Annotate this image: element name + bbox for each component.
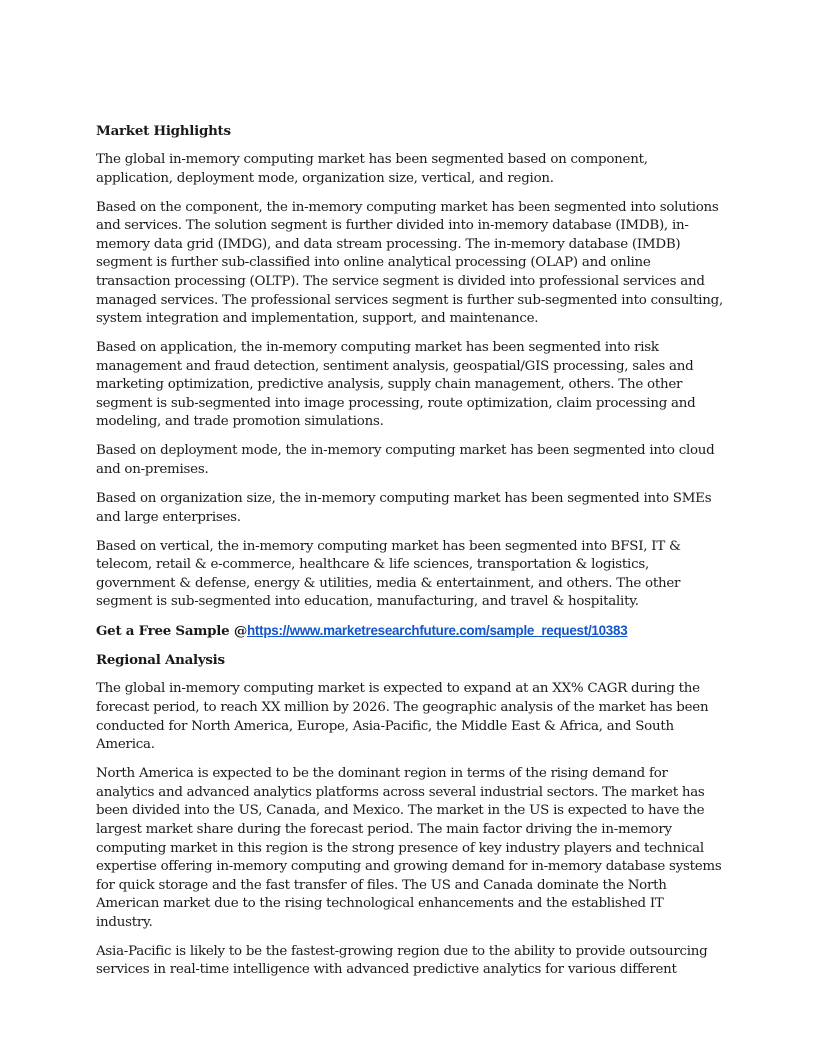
paragraph: The global in-memory computing market is expected to expand at an XX% CAGR during the forecast period, to reach XX million by 2026. The geographic analysis of the market has been conducted for North America, Europe, Asia-Pacific, the Middle East & Africa, and South America. bbox=[96, 681, 709, 753]
document-page bbox=[96, 122, 724, 990]
paragraph: The global in-memory computing market has been segmented based on component, application, deployment mode, organization size, vertical, and region. bbox=[96, 151, 648, 186]
paragraph: Based on the component, the in-memory computing market has been segmented into solutions and services. The solution segment is further divided into in-memory database (IMDB), in-memory data grid (IMDG), and data stream processing. The in-memory database (IMDB) segment is further sub-classified into online analytical processing (OLAP) and online transaction processing (OLTP). The service segment is divided into professional services and managed services. The professional services segment is further sub-segmented into consulting, system integration and implementation, support, and maintenance. bbox=[96, 199, 723, 327]
paragraph: Based on organization size, the in-memory computing market has been segmented into SMEs and large enterprises. bbox=[96, 491, 712, 525]
paragraph: Based on deployment mode, the in-memory computing market has been segmented into cloud and on-premises. bbox=[96, 443, 715, 478]
paragraph: Asia-Pacific is likely to be the fastest-growing region due to the ability to provide outsourcing services in real-time intelligence with advanced predictive analytics for various different bbox=[96, 943, 708, 978]
paragraph: Based on application, the in-memory computing market has been segmented into risk management and fraud detection, sentiment analysis, geospatial/GIS processing, sales and marketing optimization, predictive analysis, supply chain management, others. The other segment is sub-segmented into image processing, route optimization, claim processing and modeling, and trade promotion simulations. bbox=[96, 340, 696, 430]
paragraph: North America is expected to be the dominant region in terms of the rising demand for analytics and advanced analytics platforms across several industrial sectors. The market has been divided into the US, Canada, and Mexico. The market in the US is expected to have the largest market share during the forecast period. The main factor driving the in-memory computing market in this region is the strong presence of key industry players and technical expertise offering in-memory computing and growing demand for in-memory database systems for quick storage and the fast transfer of files. The US and Canada dominate the North American market due to the rising technological enhancements and the established IT industry. bbox=[96, 766, 722, 930]
free-sample-label: Get a Free Sample @ bbox=[96, 623, 247, 640]
free-sample-line bbox=[96, 622, 724, 641]
free-sample-link[interactable]: https://www.marketresearchfuture.com/sample_request/10383 bbox=[246, 623, 628, 639]
regional-analysis-heading: Regional Analysis bbox=[96, 652, 225, 669]
paragraph: Based on vertical, the in-memory computing market has been segmented into BFSI, IT & telecom, retail & e-commerce, healthcare & life sciences, transportation & logistics, government & defense, energy & utilities, media & entertainment, and others. The other segment is sub-segmented into education, manufacturing, and travel & hospitality. bbox=[96, 538, 681, 610]
market-highlights-heading: Market Highlights bbox=[96, 123, 231, 139]
